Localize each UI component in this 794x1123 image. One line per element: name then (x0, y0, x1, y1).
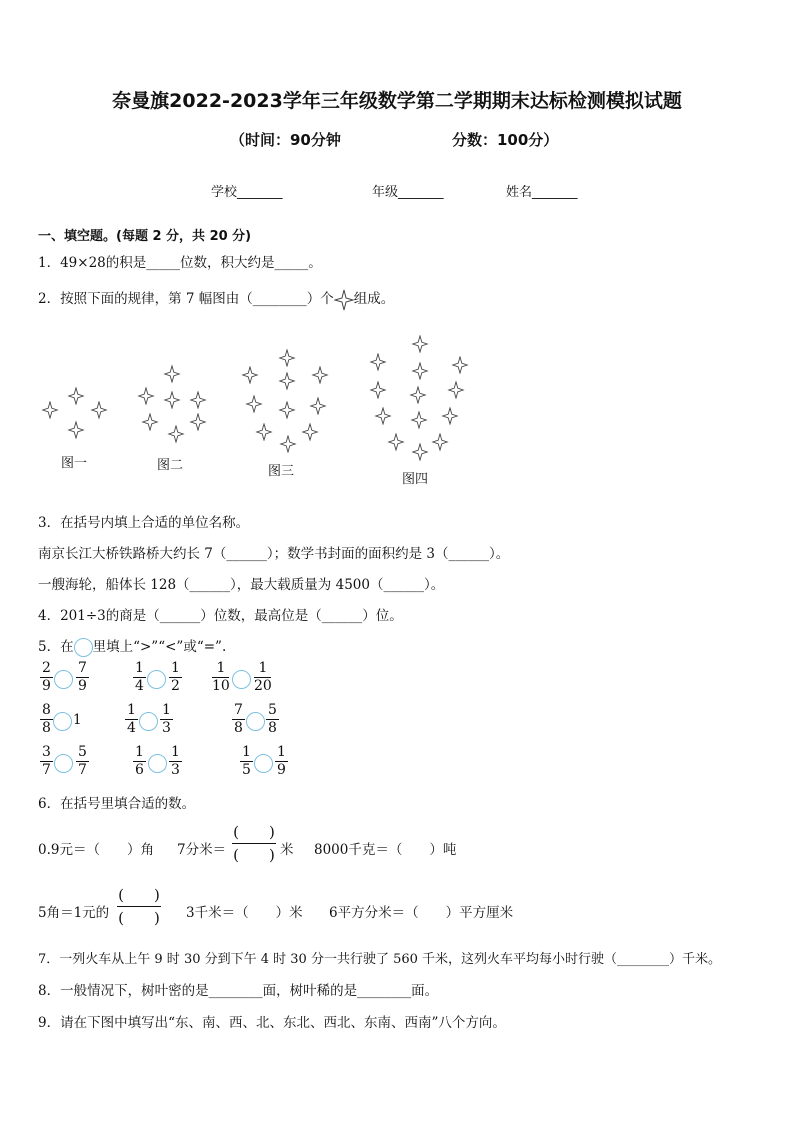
question-2-text-end: 组成。 (353, 291, 395, 307)
star-icon (447, 381, 465, 399)
star-icon (163, 391, 181, 409)
fraction: 2 9 (40, 660, 53, 695)
star-icon (369, 353, 387, 371)
star-icon (141, 413, 159, 431)
question-1: 1．49×28的积是_____位数，积大约是_____。 (38, 255, 322, 271)
star-icon (311, 366, 329, 384)
fraction: 7 8 (232, 702, 245, 737)
fraction: 1 5 (240, 744, 253, 779)
star-icon (301, 423, 319, 441)
star-icon (411, 335, 429, 353)
question-9: 9．请在下图中填写出“东、南、西、北、东北、西北、东南、西南”八个方向。 (38, 1015, 506, 1031)
fraction: 1 9 (275, 744, 288, 779)
q6-item-d-label: 5角＝1元的 (38, 905, 110, 921)
fraction: 1 20 (254, 660, 272, 694)
grade-field[interactable]: 年级_______ (372, 185, 444, 200)
question-3: 3．在括号内填上合适的单位名称。 (38, 515, 250, 531)
blank-fraction[interactable]: ( ) ( ) (233, 823, 275, 864)
question-6: 6．在括号里填合适的数。 (38, 796, 196, 812)
star-icon (387, 433, 405, 451)
compare-circle[interactable] (54, 670, 73, 689)
star-icon (278, 372, 296, 390)
star-icon (369, 381, 387, 399)
exam-score: 分数：100分） (452, 131, 559, 149)
star-icon (137, 387, 155, 405)
question-3-line-2: 一艘海轮，船体长 128（______），最大载质量为 4500（______）。 (38, 577, 445, 593)
question-5 (38, 635, 226, 657)
compare-circle[interactable] (232, 670, 251, 689)
fraction: 8 8 (40, 702, 53, 737)
compare-value: 1 (73, 712, 82, 728)
q6-item-a: 0.9元＝（ ）角 (38, 842, 154, 858)
compare-circle[interactable] (246, 712, 265, 731)
question-5-text: 5．在 (38, 639, 74, 655)
star-icon (309, 397, 327, 415)
page-title: 奈曼旗2022-2023学年三年级数学第二学期期末达标检测模拟试题 (112, 90, 682, 112)
star-icon (245, 395, 263, 413)
star-icon (431, 433, 449, 451)
figure-label-1: 图一 (61, 456, 88, 471)
blank-fraction[interactable]: ( ) ( ) (118, 886, 160, 927)
star-icon (67, 421, 85, 439)
question-2 (38, 287, 394, 311)
compare-circle[interactable] (54, 754, 73, 773)
star-icon (410, 411, 428, 429)
star-icon (278, 349, 296, 367)
star-icon (241, 366, 259, 384)
figure-label-4: 图四 (402, 472, 429, 487)
compare-circle[interactable] (139, 712, 158, 731)
fraction: 1 3 (169, 744, 182, 779)
fraction: 7 9 (76, 660, 89, 695)
star-icon (90, 401, 108, 419)
compare-circle[interactable] (254, 754, 273, 773)
star-icon (334, 289, 354, 311)
fraction: 3 7 (40, 744, 53, 779)
star-icon (451, 356, 469, 374)
q6-item-b-label: 7分米＝ (177, 842, 227, 858)
fraction: 1 4 (133, 660, 146, 695)
star-icon (278, 401, 296, 419)
star-icon (255, 423, 273, 441)
star-icon (411, 362, 429, 380)
question-7: 7．一列火车从上午 9 时 30 分到下午 4 时 30 分一共行驶了 560 千米，这列火车平均每小时行驶（________）千米。 (38, 952, 722, 967)
star-icon (279, 435, 297, 453)
star-icon (163, 365, 181, 383)
figure-label-3: 图三 (268, 464, 295, 479)
exam-time: （时间：90分钟 (230, 131, 341, 149)
question-5-text-end: 里填上“>”“<”或“=”. (92, 639, 227, 655)
star-icon (411, 443, 429, 461)
compare-circle[interactable] (53, 712, 72, 731)
circle-icon (74, 638, 93, 657)
q6-item-e: 3千米＝（ ）米 (186, 905, 303, 921)
question-3-line-1: 南京长江大桥铁路桥大约长 7（______）；数学书封面的面积约是 3（______）。 (38, 546, 510, 562)
figure-label-2: 图二 (157, 458, 184, 473)
star-icon (441, 407, 459, 425)
fraction: 1 10 (212, 660, 230, 694)
compare-circle[interactable] (148, 754, 167, 773)
compare-circle[interactable] (147, 670, 166, 689)
question-2-text: 2．按照下面的规律，第 7 幅图由（________）个 (38, 291, 334, 307)
star-icon (409, 386, 427, 404)
star-icon (374, 407, 392, 425)
fraction: 5 8 (266, 702, 279, 737)
star-icon (189, 413, 207, 431)
name-field[interactable]: 姓名_______ (506, 185, 578, 200)
fraction: 5 7 (76, 744, 89, 779)
question-8: 8．一般情况下，树叶密的是________面，树叶稀的是________面。 (38, 983, 439, 999)
star-icon (189, 391, 207, 409)
q6-item-f: 6平方分米＝（ ）平方厘米 (329, 905, 514, 921)
q6-item-c: 8000千克＝（ ）吨 (314, 842, 457, 858)
fraction: 1 6 (133, 744, 146, 779)
star-icon (167, 425, 185, 443)
star-icon (67, 387, 85, 405)
section-heading: 一、填空题。(每题 2 分，共 20 分) (38, 229, 252, 244)
school-field[interactable]: 学校_______ (211, 185, 283, 200)
fraction: 1 2 (169, 660, 182, 695)
star-icon (41, 401, 59, 419)
fraction: 1 4 (125, 702, 138, 737)
q6-item-b-unit: 米 (280, 842, 294, 858)
question-4: 4．201÷3的商是（______）位数，最高位是（______）位。 (38, 608, 403, 624)
fraction: 1 3 (160, 702, 173, 737)
